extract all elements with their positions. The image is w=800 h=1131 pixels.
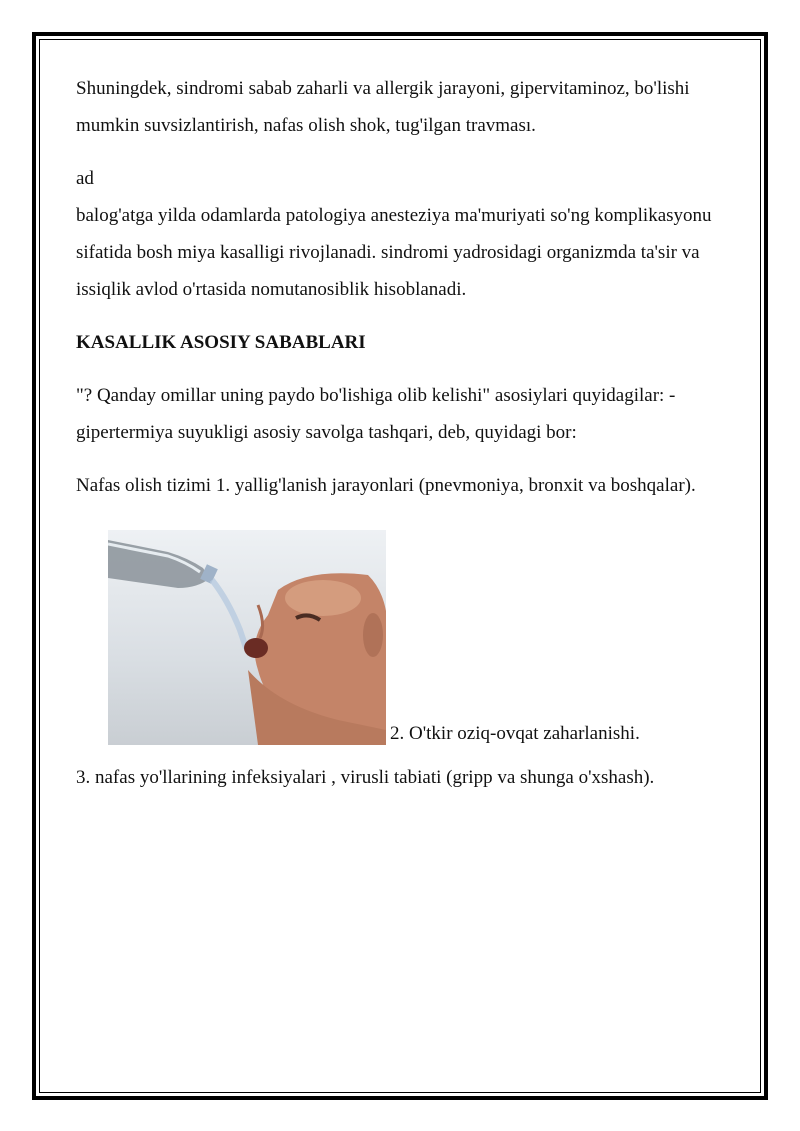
- paragraph-infections: 3. nafas yo'llarining infeksiyalari , virusli tabiati (gripp va shunga o'xshash).: [76, 767, 655, 788]
- document-body: [76, 70, 716, 812]
- paragraph-fragment: ad: [76, 168, 94, 189]
- man-drinking-water-photo: [108, 530, 386, 745]
- paragraph-adults: balog'atga yilda odamlarda patologiya anesteziya ma'muriyati so'ng komplikasyonu sifatida bosh miya kasalligi rivojlanadi. sindromi yadrosidagi organizmda ta'sir va issiqlik avlod o'rtasida nomutanosiblik hisoblanadi.: [76, 205, 712, 300]
- paragraph-question: "? Qanday omillar uning paydo bo'lishiga olib kelishi" asosiylari quyidagilar: - gipertermiya suyukligi asosiy savolga tashqari, deb, quyidagi bor:: [76, 385, 676, 443]
- section-heading: KASALLIK ASOSIY SABABLARI: [76, 332, 366, 353]
- paragraph-causes-intro: Shuningdek, sindromi sabab zaharli va allergik jarayoni, gipervitaminoz, bo'lishi mumkin suvsizlantirish, nafas olish shok, tug'ilgan travması.: [76, 78, 690, 136]
- image-caption-row: [108, 530, 716, 745]
- image-caption: 2. O'tkir oziq-ovqat zaharlanishi.: [390, 723, 640, 744]
- paragraph-respiratory: Nafas olish tizimi 1. yallig'lanish jarayonlari (pnevmoniya, bronxit va boshqalar).: [76, 475, 696, 496]
